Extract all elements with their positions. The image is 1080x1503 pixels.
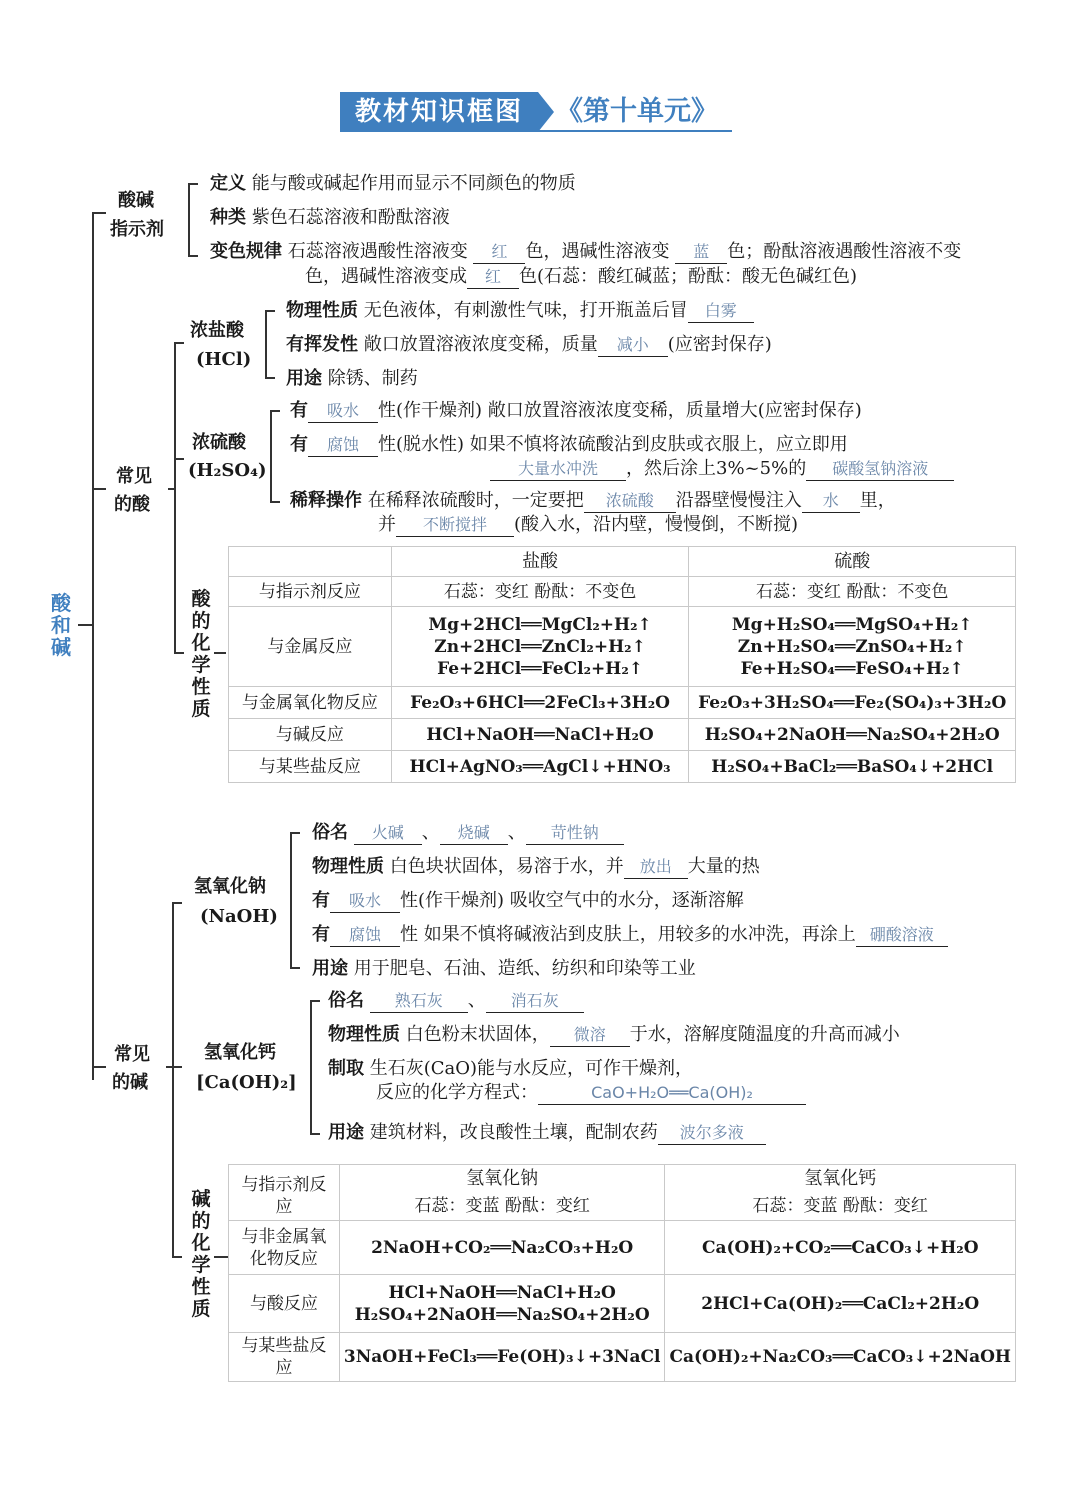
indicator-title-2: 指示剂 bbox=[110, 219, 164, 240]
bases-title-1: 常见 bbox=[114, 1044, 150, 1065]
caoh-usage: 用途 建筑材料，改良酸性土壤，配制农药 波尔多液 bbox=[328, 1122, 766, 1145]
cell: 3NaOH+FeCl₃══Fe(OH)₃↓+3NaCl bbox=[339, 1333, 665, 1382]
cell: H₂SO₄+BaCl₂══BaSO₄↓+2HCl bbox=[689, 751, 1016, 783]
caoh-brace bbox=[310, 1000, 312, 1134]
h2so4-property-2-cont: 大量水冲洗 ，然后涂上3%~5%的 碳酸氢钠溶液 bbox=[490, 458, 954, 481]
root-connector bbox=[78, 624, 92, 626]
h2so4-name: 浓硫酸 bbox=[192, 432, 246, 453]
cell: HCl+NaOH══NaCl+H₂O H₂SO₄+2NaOH══Na₂SO₄+2H₂O bbox=[339, 1275, 665, 1333]
bases-title-2: 的碱 bbox=[112, 1072, 148, 1093]
cell: 石蕊：变红 酚酞：不变色 bbox=[391, 577, 689, 607]
root-brace bbox=[92, 212, 94, 1080]
row-label-metal: 与金属反应 bbox=[229, 607, 392, 687]
cell: 2NaOH+CO₂══Na₂CO₃+H₂O bbox=[339, 1221, 665, 1275]
header-underline bbox=[340, 130, 732, 132]
h2so4-brace bbox=[270, 410, 272, 502]
h2so4-property-1: 有 吸水 性(作干燥剂) 敞口放置溶液浓度变稀，质量增大(应密封保存) bbox=[290, 400, 862, 421]
hcl-property-2: 有挥发性 敞口放置溶液浓度变稀，质量 减小 (应密封保存) bbox=[286, 334, 772, 355]
row-label-indicator: 与指示剂反应 bbox=[229, 577, 392, 607]
col-caoh: 氢氧化钙 bbox=[665, 1165, 1016, 1193]
naoh-property-1: 物理性质 白色块状固体，易溶于水，并 放出 大量的热 bbox=[312, 856, 760, 877]
naoh-usage: 用途 用于肥皂、石油、造纸、纺织和印染等工业 bbox=[312, 958, 696, 979]
row-label-indicator: 与指示剂反应 bbox=[229, 1165, 340, 1221]
caoh-names: 俗名 熟石灰 、 消石灰 bbox=[328, 990, 584, 1013]
col-hcl: 盐酸 bbox=[391, 547, 689, 577]
cell: Ca(OH)₂+CO₂══CaCO₃↓+H₂O bbox=[665, 1221, 1016, 1275]
row-label-acid: 与酸反应 bbox=[229, 1275, 340, 1333]
cell: 石蕊：变蓝 酚酞：变红 bbox=[665, 1193, 1016, 1221]
hcl-usage: 用途 除锈、制药 bbox=[286, 368, 418, 389]
cell: Fe₂O₃+3H₂SO₄══Fe₂(SO₄)₃+3H₂O bbox=[689, 687, 1016, 719]
naoh-names: 俗名 火碱 、 烧碱 、 苛性钠 bbox=[312, 822, 624, 845]
caoh-name: 氢氧化钙 bbox=[204, 1042, 276, 1063]
caoh-property-1: 物理性质 白色粉末状固体， 微溶 于水，溶解度随温度的升高而减小 bbox=[328, 1024, 900, 1045]
hcl-name: 浓盐酸 bbox=[190, 320, 244, 341]
indicator-title-1: 酸碱 bbox=[118, 190, 154, 211]
row-label-salt: 与某些盐反应 bbox=[229, 1333, 340, 1382]
cell: HCl+NaOH══NaCl+H₂O bbox=[391, 719, 689, 751]
row-label-nonmetal-oxide: 与非金属氧化物反应 bbox=[229, 1221, 340, 1275]
caoh-equation: 反应的化学方程式： CaO+H₂O══Ca(OH)₂ bbox=[376, 1082, 806, 1105]
h2so4-property-2: 有 腐蚀 性(脱水性) 如果不慎将浓硫酸沾到皮肤或衣服上，应立即用 bbox=[290, 434, 848, 455]
row-label-salt: 与某些盐反应 bbox=[229, 751, 392, 783]
h2so4-dilution: 稀释操作 在稀释浓硫酸时，一定要把 浓硫酸 沿器壁慢慢注入 水 里， bbox=[290, 490, 896, 511]
acids-chem-title: 酸的化学性质 bbox=[191, 588, 211, 720]
cell: Ca(OH)₂+Na₂CO₃══CaCO₃↓+2NaOH bbox=[665, 1333, 1016, 1382]
naoh-property-3: 有 腐蚀 性 如果不慎将碱液沾到皮肤上，用较多的水冲洗，再涂上 硼酸溶液 bbox=[312, 924, 948, 947]
bases-brace bbox=[172, 902, 174, 1256]
root-title: 酸和碱 bbox=[51, 591, 71, 659]
caoh-formula: [Ca(OH)₂] bbox=[196, 1072, 297, 1093]
hcl-brace bbox=[265, 310, 267, 378]
row-label-metal-oxide: 与金属氧化物反应 bbox=[229, 687, 392, 719]
cell: 石蕊：变红 酚酞：不变色 bbox=[689, 577, 1016, 607]
indicator-rule-cont: 色，遇碱性溶液变成 红 色(石蕊：酸红碱蓝；酚酞：酸无色碱红色) bbox=[305, 266, 858, 287]
cell: H₂SO₄+2NaOH══Na₂SO₄+2H₂O bbox=[689, 719, 1016, 751]
base-properties-table bbox=[228, 1164, 1016, 1382]
naoh-formula: (NaOH) bbox=[200, 906, 278, 927]
header-unit: 《第十单元》 bbox=[556, 96, 718, 127]
cell: HCl+AgNO₃══AgCl↓+HNO₃ bbox=[391, 751, 689, 783]
caoh-preparation: 制取 生石灰(CaO)能与水反应，可作干燥剂， bbox=[328, 1058, 694, 1079]
h2so4-dilution-cont: 并 不断搅拌 (酸入水，沿内壁，慢慢倒，不断搅) bbox=[378, 514, 799, 535]
acids-title-1: 常见 bbox=[116, 466, 152, 487]
col-h2so4: 硫酸 bbox=[689, 547, 1016, 577]
col-naoh: 氢氧化钠 bbox=[339, 1165, 665, 1193]
acid-properties-table bbox=[228, 546, 1016, 783]
indicator-rule: 变色规律 石蕊溶液遇酸性溶液变 红 色，遇碱性溶液变 蓝 色；酚酞溶液遇酸性溶液不变 bbox=[210, 241, 962, 262]
indicator-brace bbox=[188, 183, 190, 256]
naoh-brace bbox=[290, 832, 292, 968]
header-arrow-icon bbox=[538, 92, 554, 132]
cell: 石蕊：变蓝 酚酞：变红 bbox=[339, 1193, 665, 1221]
cell: Mg+2HCl══MgCl₂+H₂↑ Zn+2HCl══ZnCl₂+H₂↑ Fe+2HCl══FeCl₂+H₂↑ bbox=[391, 607, 689, 687]
acids-brace bbox=[174, 342, 176, 652]
header-label: 教材知识框图 bbox=[340, 92, 538, 132]
naoh-property-2: 有 吸水 性(作干燥剂) 吸收空气中的水分，逐渐溶解 bbox=[312, 890, 744, 911]
cell: Fe₂O₃+6HCl══2FeCl₃+3H₂O bbox=[391, 687, 689, 719]
cell: Mg+H₂SO₄══MgSO₄+H₂↑ Zn+H₂SO₄══ZnSO₄+H₂↑ Fe+H₂SO₄══FeSO₄+H₂↑ bbox=[689, 607, 1016, 687]
cell: 2HCl+Ca(OH)₂══CaCl₂+2H₂O bbox=[665, 1275, 1016, 1333]
naoh-name: 氢氧化钠 bbox=[194, 876, 266, 897]
table-corner bbox=[229, 547, 392, 577]
hcl-property-1: 物理性质 无色液体，有刺激性气味，打开瓶盖后冒 白雾 bbox=[286, 300, 754, 323]
h2so4-formula: (H₂SO₄) bbox=[188, 460, 267, 481]
bases-chem-title: 碱的化学性质 bbox=[191, 1188, 211, 1320]
indicator-kinds: 种类 紫色石蕊溶液和酚酞溶液 bbox=[210, 207, 450, 228]
row-label-base: 与碱反应 bbox=[229, 719, 392, 751]
indicator-definition: 定义 能与酸或碱起作用而显示不同颜色的物质 bbox=[210, 173, 576, 194]
hcl-formula: (HCl) bbox=[196, 349, 252, 370]
acids-title-2: 的酸 bbox=[114, 494, 150, 515]
